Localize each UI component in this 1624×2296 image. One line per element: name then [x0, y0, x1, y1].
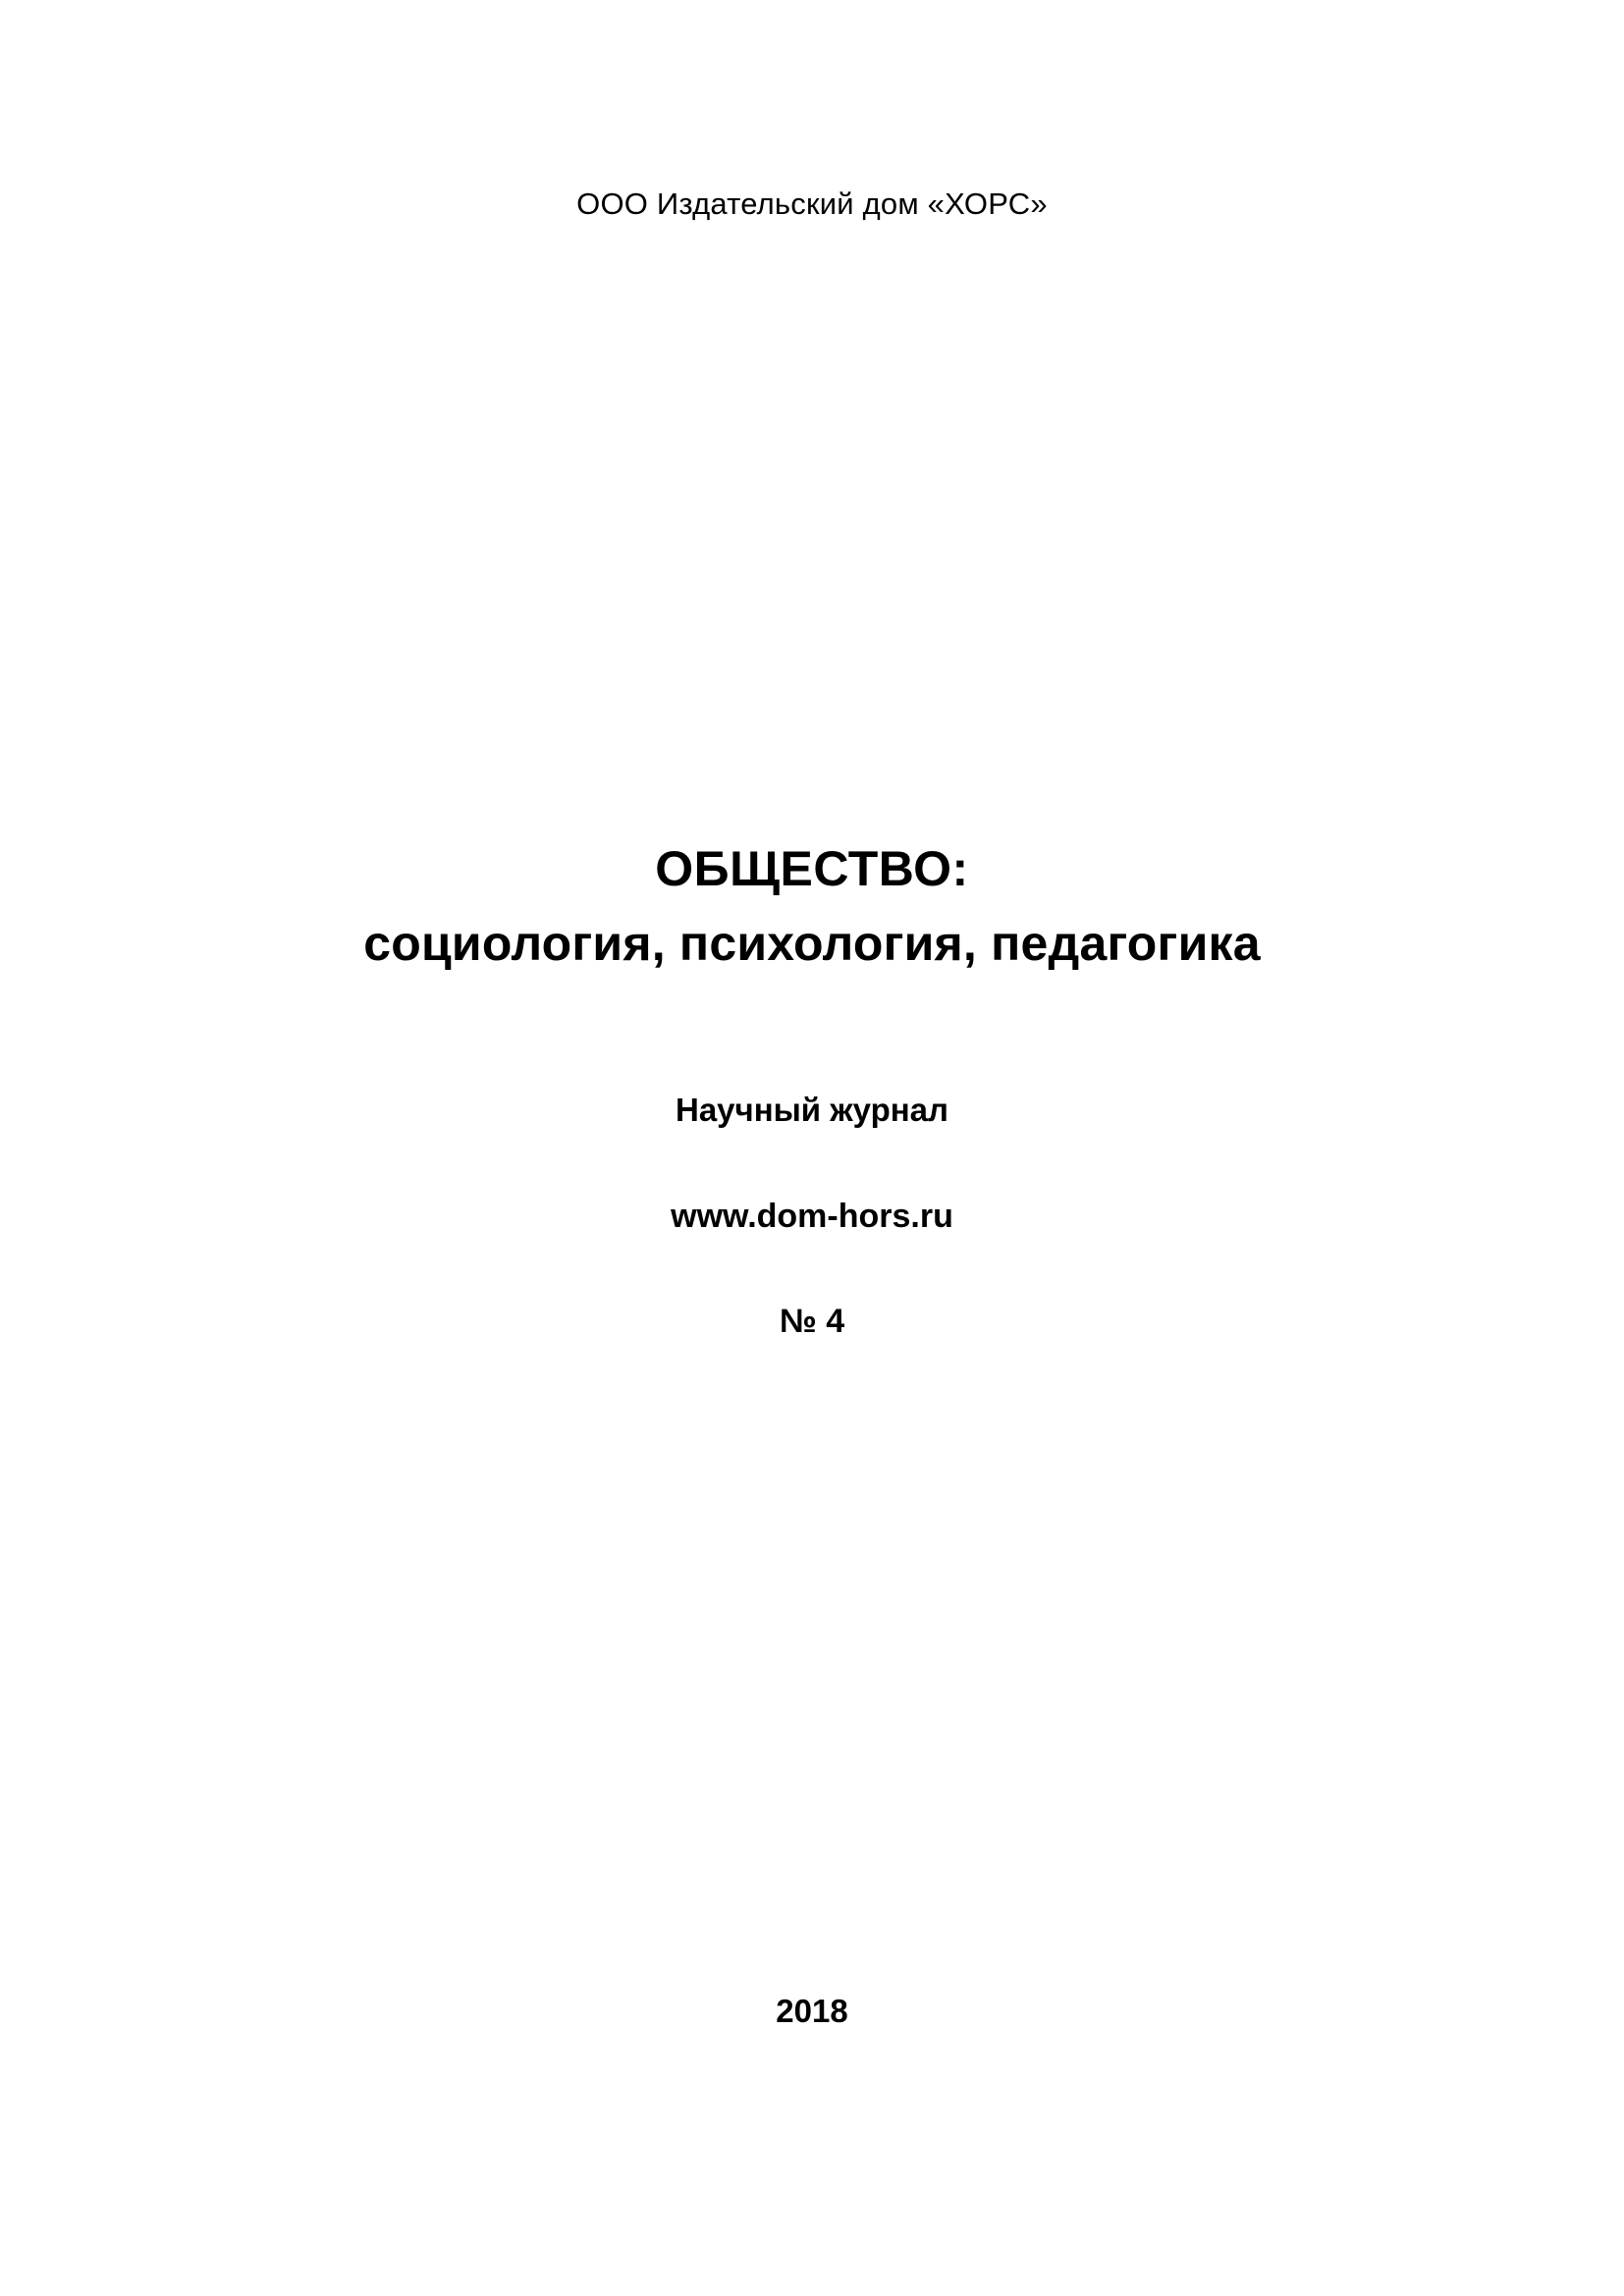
issue-number: № 4	[779, 1303, 845, 1340]
publication-year: 2018	[776, 1993, 848, 2029]
publisher-name: ООО Издательский дом «ХОРС»	[576, 187, 1048, 221]
journal-kind-label: Научный журнал	[676, 1092, 948, 1128]
journal-title-block	[0, 839, 1624, 973]
journal-website-link[interactable]: www.dom-hors.ru	[671, 1198, 953, 1235]
journal-title-main: ОБЩЕСТВО:	[655, 841, 969, 896]
journal-title-subtitle: социология, психология, педагогика	[363, 916, 1261, 971]
